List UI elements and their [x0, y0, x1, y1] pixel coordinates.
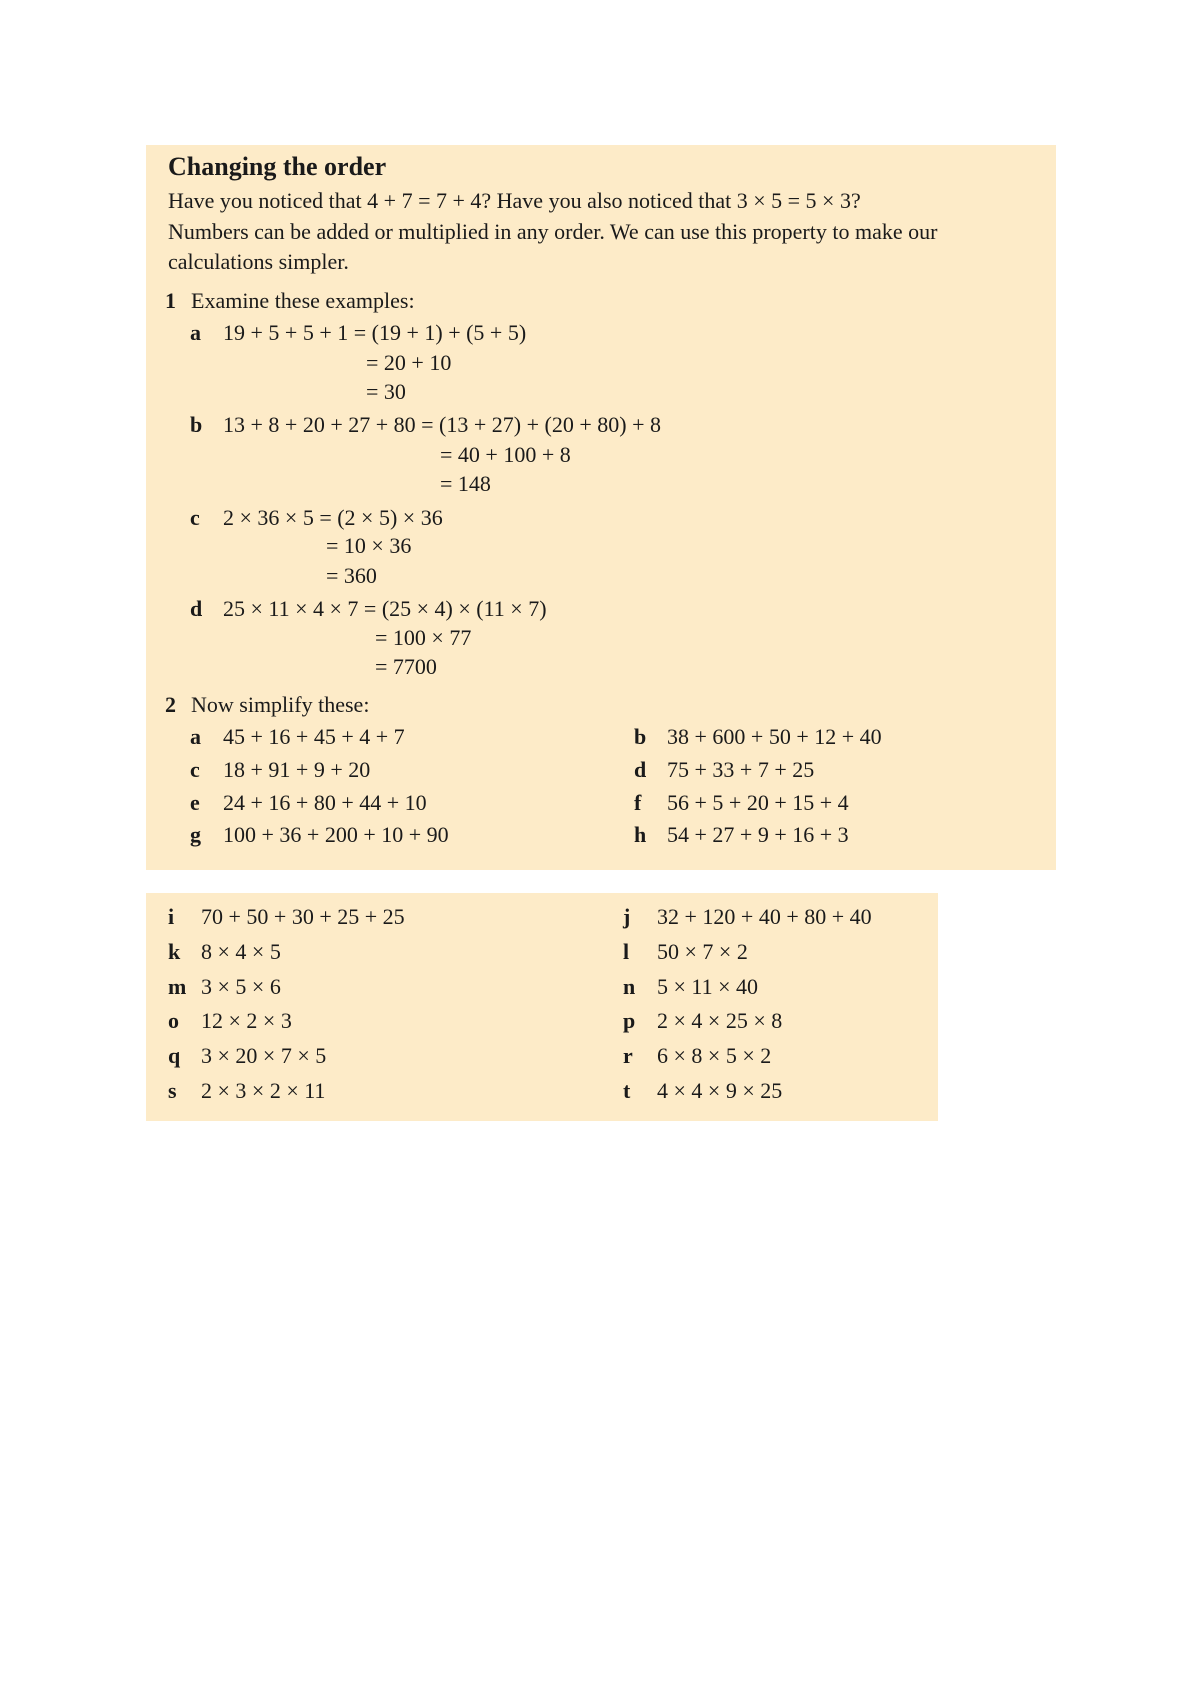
- intro-line-1: Have you noticed that 4 + 7 = 7 + 4? Have you also noticed that 3 × 5 = 5 × 3?: [168, 188, 861, 213]
- section-title: Changing the order: [168, 152, 387, 181]
- item-label: m: [168, 974, 187, 999]
- item-label: k: [168, 939, 181, 964]
- item-expression: 56 + 5 + 20 + 15 + 4: [667, 790, 849, 815]
- example-d-line-2: = 100 × 77: [375, 625, 472, 650]
- item-expression: 75 + 33 + 7 + 25: [667, 757, 815, 782]
- item-expression: 18 + 91 + 9 + 20: [223, 757, 371, 782]
- item-expression: 2 × 3 × 2 × 11: [201, 1078, 326, 1103]
- example-c-line-2: = 10 × 36: [326, 533, 412, 558]
- example-d-label: d: [190, 596, 203, 621]
- item-expression: 38 + 600 + 50 + 12 + 40: [667, 724, 882, 749]
- item-expression: 6 × 8 × 5 × 2: [657, 1043, 772, 1068]
- example-b-label: b: [190, 412, 203, 437]
- intro-line-2: Numbers can be added or multiplied in any order. We can use this property to make our: [168, 219, 938, 244]
- item-expression: 50 × 7 × 2: [657, 939, 748, 964]
- item-expression: 45 + 16 + 45 + 4 + 7: [223, 724, 405, 749]
- example-a-line-3: = 30: [366, 379, 406, 404]
- item-expression: 4 × 4 × 9 × 25: [657, 1078, 783, 1103]
- example-c-label: c: [190, 505, 200, 530]
- item-label: i: [168, 904, 175, 929]
- item-label: e: [190, 790, 200, 815]
- example-b-line-3: = 148: [440, 471, 491, 496]
- item-expression: 32 + 120 + 40 + 80 + 40: [657, 904, 872, 929]
- question-2-number: 2: [165, 692, 176, 717]
- example-d-line-1: 25 × 11 × 4 × 7 = (25 × 4) × (11 × 7): [223, 596, 547, 621]
- item-label: b: [634, 724, 647, 749]
- intro-line-3: calculations simpler.: [168, 249, 349, 274]
- item-expression: 3 × 5 × 6: [201, 974, 281, 999]
- example-b-line-1: 13 + 8 + 20 + 27 + 80 = (13 + 27) + (20 + 80) + 8: [223, 412, 661, 437]
- item-label: s: [168, 1078, 177, 1103]
- item-expression: 5 × 11 × 40: [657, 974, 758, 999]
- item-expression: 12 × 2 × 3: [201, 1008, 292, 1033]
- item-label: g: [190, 822, 201, 847]
- item-label: q: [168, 1043, 181, 1068]
- item-label: n: [623, 974, 636, 999]
- item-label: f: [634, 790, 642, 815]
- question-1-prompt: Examine these examples:: [191, 288, 415, 313]
- question-2-prompt: Now simplify these:: [191, 692, 370, 717]
- item-label: c: [190, 757, 200, 782]
- item-expression: 70 + 50 + 30 + 25 + 25: [201, 904, 405, 929]
- item-expression: 24 + 16 + 80 + 44 + 10: [223, 790, 427, 815]
- example-c-line-1: 2 × 36 × 5 = (2 × 5) × 36: [223, 505, 443, 530]
- item-expression: 3 × 20 × 7 × 5: [201, 1043, 327, 1068]
- example-a-line-2: = 20 + 10: [366, 350, 452, 375]
- item-expression: 2 × 4 × 25 × 8: [657, 1008, 783, 1033]
- item-label: p: [623, 1008, 636, 1033]
- item-label: j: [623, 904, 631, 929]
- example-a-line-1: 19 + 5 + 5 + 1 = (19 + 1) + (5 + 5): [223, 320, 527, 345]
- item-label: t: [623, 1078, 631, 1103]
- item-label: h: [634, 822, 647, 847]
- question-1-number: 1: [165, 288, 176, 313]
- example-b-line-2: = 40 + 100 + 8: [440, 442, 571, 467]
- item-expression: 54 + 27 + 9 + 16 + 3: [667, 822, 849, 847]
- item-expression: 100 + 36 + 200 + 10 + 90: [223, 822, 449, 847]
- example-c-line-3: = 360: [326, 563, 377, 588]
- example-d-line-3: = 7700: [375, 654, 437, 679]
- item-label: a: [190, 724, 201, 749]
- item-label: l: [623, 939, 630, 964]
- item-label: o: [168, 1008, 179, 1033]
- item-label: d: [634, 757, 647, 782]
- item-label: r: [623, 1043, 633, 1068]
- example-a-label: a: [190, 320, 201, 345]
- item-expression: 8 × 4 × 5: [201, 939, 281, 964]
